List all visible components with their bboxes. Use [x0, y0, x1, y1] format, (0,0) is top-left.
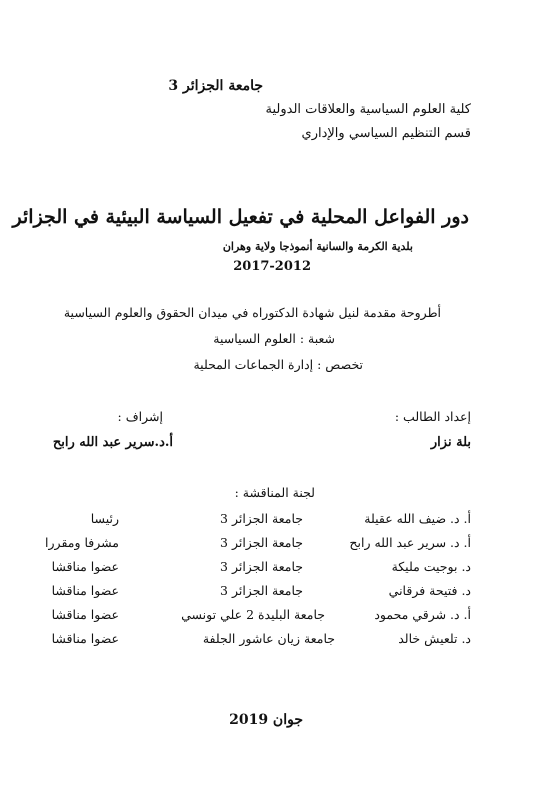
prepared-by-label: إعداد الطالب :: [394, 409, 471, 424]
supervisor-name: أ.د.سرير عبد الله رابح: [52, 435, 173, 450]
thesis-specialization: تخصص : إدارة الجماعات المحلية: [193, 357, 363, 372]
member-name: أ. د. شرقي محمود: [374, 607, 471, 622]
member-role: عضوا مناقشا: [51, 631, 119, 646]
thesis-branch: شعبة : العلوم السياسية: [213, 331, 335, 346]
member-role: مشرفا ومقررا: [45, 535, 119, 550]
member-name: أ. د. ضيف الله عقيلة: [364, 511, 471, 526]
thesis-description: أطروحة مقدمة لنيل شهادة الدكتوراه في ميدان الحقوق والعلوم السياسية: [63, 305, 441, 320]
member-role: عضوا مناقشا: [51, 607, 119, 622]
member-university: جامعة الجزائر 3: [220, 559, 303, 574]
committee-row: [0, 511, 543, 533]
member-university: جامعة الجزائر 3: [220, 511, 303, 526]
committee-row: [0, 535, 543, 557]
university-name: جامعة الجزائر 3: [168, 78, 263, 94]
faculty-name: كلية العلوم السياسية والعلاقات الدولية: [265, 102, 471, 117]
thesis-title: دور الفواعل المحلية في تفعيل السياسة البيئية في الجزائر: [12, 206, 469, 228]
department-name: قسم التنظيم السياسي والإداري: [301, 126, 471, 141]
member-university: جامعة البليدة 2 علي تونسي: [181, 607, 325, 622]
member-role: عضوا مناقشا: [51, 583, 119, 598]
thesis-years: 2017-2012: [233, 259, 311, 274]
submission-date: جوان 2019: [229, 712, 303, 728]
committee-row: [0, 631, 543, 653]
member-name: د. فتيحة فرقاني: [388, 583, 471, 598]
thesis-subtitle: بلدية الكرمة والسانية أنموذجا ولاية وهران: [222, 240, 413, 253]
member-name: د. بوجيت مليكة: [391, 559, 471, 574]
member-name: أ. د. سرير عبد الله رابح: [349, 535, 471, 550]
committee-label: لجنة المناقشة :: [234, 485, 315, 500]
member-university: جامعة الجزائر 3: [220, 535, 303, 550]
member-role: رئيسا: [90, 511, 119, 526]
committee-row: [0, 583, 543, 605]
committee-row: [0, 559, 543, 581]
member-university: جامعة زيان عاشور الجلفة: [202, 631, 335, 646]
member-name: د. تلعيش خالد: [398, 631, 471, 646]
supervision-label: إشراف :: [117, 409, 163, 424]
student-name: بلة نزار: [430, 435, 471, 450]
member-role: عضوا مناقشا: [51, 559, 119, 574]
member-university: جامعة الجزائر 3: [220, 583, 303, 598]
committee-row: [0, 607, 543, 629]
